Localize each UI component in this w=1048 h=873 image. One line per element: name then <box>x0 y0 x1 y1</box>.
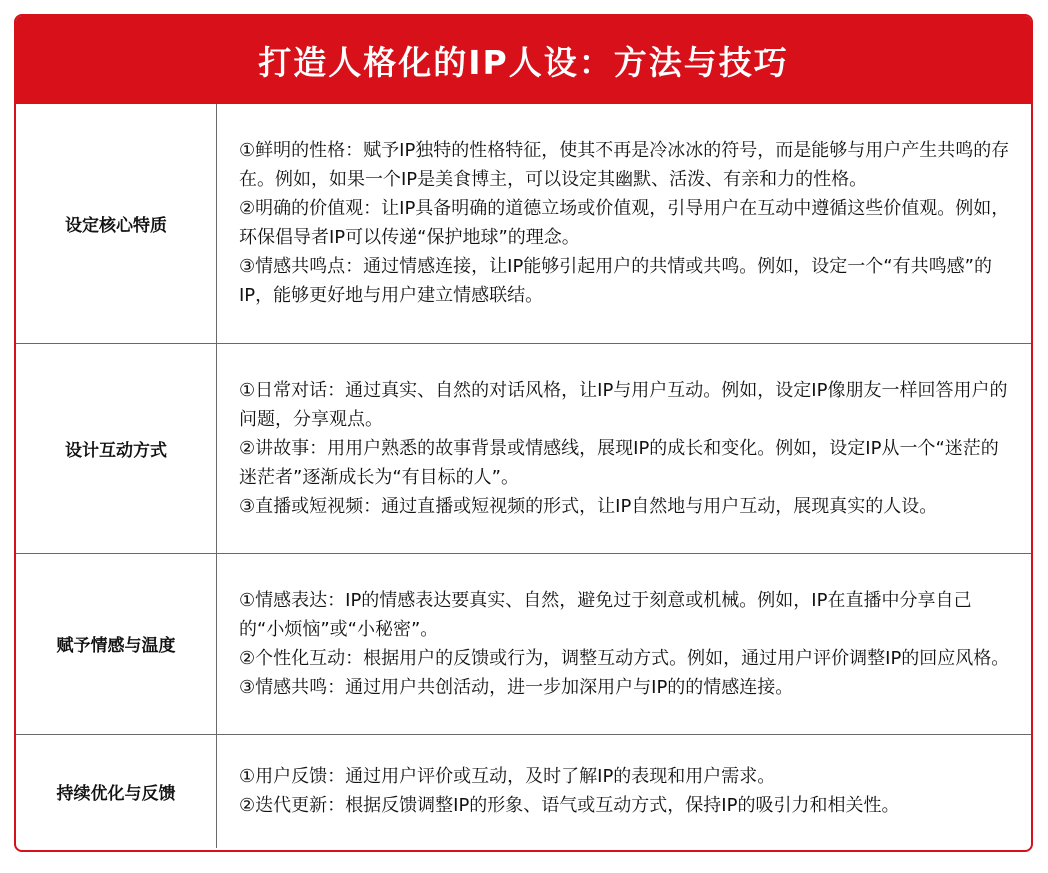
table-row <box>16 104 1031 343</box>
list-item: ②个性化互动：根据用户的反馈或行为，调整互动方式。例如，通过用户评价调整IP的回应风格。 <box>239 647 1010 669</box>
list-item: ①日常对话：通过真实、自然的对话风格，让IP与用户互动。例如，设定IP像朋友一样回答用户的问题，分享观点。 <box>239 379 1008 430</box>
list-item: ③情感共鸣：通过用户共创活动，进一步加深用户与IP的的情感连接。 <box>239 676 794 698</box>
info-card <box>14 14 1033 852</box>
list-item: ③直播或短视频：通过直播或短视频的形式，让IP自然地与用户互动，展现真实的人设。 <box>239 495 938 517</box>
row-content <box>217 343 1032 553</box>
table-row <box>16 553 1031 734</box>
list-item: ①情感表达：IP的情感表达要真实、自然，避免过于刻意或机械。例如，IP在直播中分享自己的“小烦恼”或“小秘密”。 <box>239 589 972 640</box>
row-label: 设定核心特质 <box>16 104 217 343</box>
row-content <box>217 104 1032 343</box>
page-title: 打造人格化的IP人设：方法与技巧 <box>258 42 789 82</box>
row-content <box>217 734 1032 848</box>
row-label: 持续优化与反馈 <box>16 734 217 848</box>
list-item: ③情感共鸣点：通过情感连接，让IP能够引起用户的共情或共鸣。例如，设定一个“有共鸣感”的IP，能够更好地与用户建立情感联结。 <box>239 256 992 307</box>
list-item: ②迭代更新：根据反馈调整IP的形象、语气或互动方式，保持IP的吸引力和相关性。 <box>239 795 900 817</box>
table-row <box>16 343 1031 553</box>
row-label: 赋予情感与温度 <box>16 553 217 734</box>
table-row <box>16 734 1031 848</box>
list-item: ①用户反馈：通过用户评价或互动，及时了解IP的表现和用户需求。 <box>239 766 776 788</box>
method-table <box>16 104 1031 848</box>
row-label: 设计互动方式 <box>16 343 217 553</box>
list-item: ①鲜明的性格：赋予IP独特的性格特征，使其不再是冷冰冰的符号，而是能够与用户产生共鸣的存在。例如，如果一个IP是美食博主，可以设定其幽默、活泼、有亲和力的性格。 <box>239 140 1010 191</box>
title-bar <box>16 16 1031 104</box>
row-content <box>217 553 1032 734</box>
list-item: ②讲故事：用用户熟悉的故事背景或情感线，展现IP的成长和变化。例如，设定IP从一个“迷茫的迷茫者”逐渐成长为“有目标的人”。 <box>239 437 999 488</box>
list-item: ②明确的价值观：让IP具备明确的道德立场或价值观，引导用户在互动中遵循这些价值观。例如，环保倡导者IP可以传递“保护地球”的理念。 <box>239 198 1010 249</box>
